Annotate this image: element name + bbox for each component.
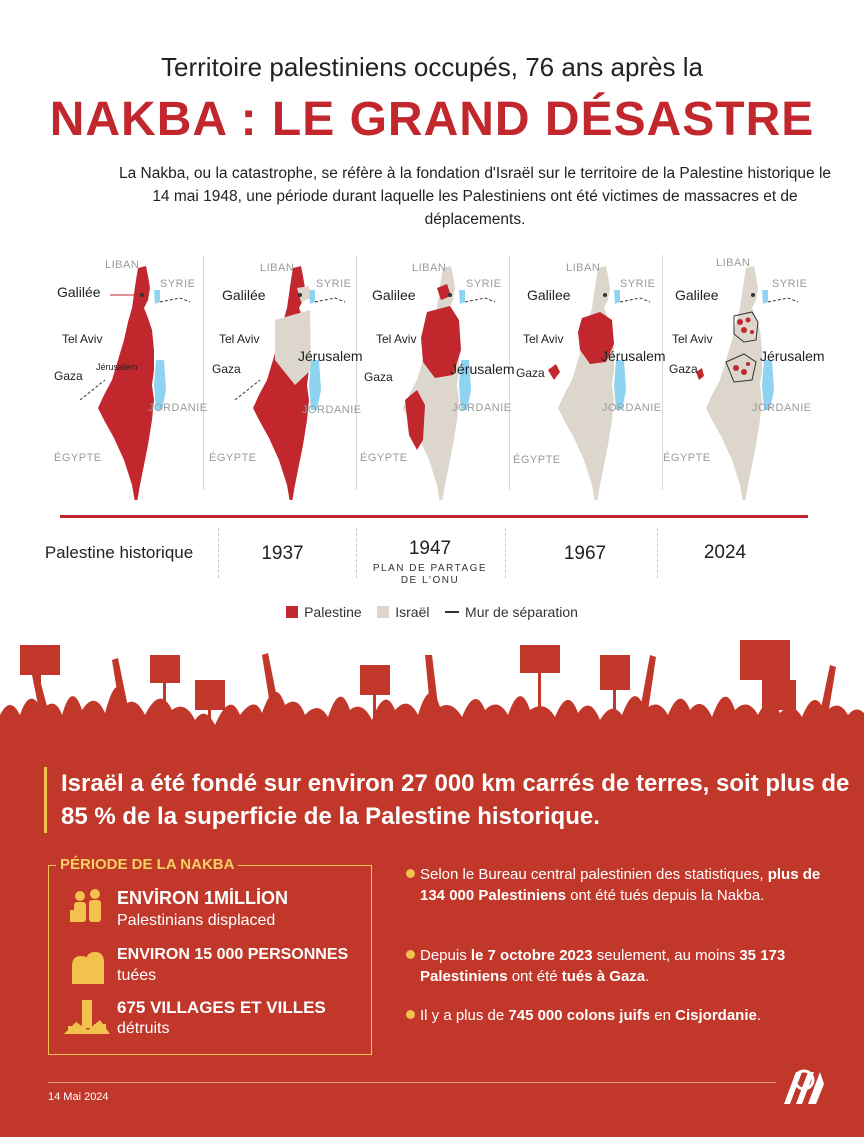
page-title: NAKBA : LE GRAND DÉSASTRE: [49, 93, 815, 146]
bullet-fact: [420, 1005, 840, 1026]
city-gaza: Gaza: [516, 366, 545, 380]
period-1967: 1967: [563, 543, 607, 564]
stat-villages-value: 675 VILLAGES ET VILLES: [117, 998, 326, 1017]
publish-date: 14 Mai 2024: [48, 1091, 109, 1103]
bullet-text: Il y a plus de: [420, 1007, 509, 1024]
legend-wall: Mur de séparation: [465, 604, 578, 620]
bullet-text: Selon le Bureau central palestinien des statistiques,: [420, 866, 768, 883]
label-syrie: SYRIE: [316, 278, 352, 290]
period-1947-sublabel: PLAN DE PARTAGE DE L'ONU: [372, 563, 488, 586]
destroyed-village-icon: [62, 998, 112, 1038]
city-gaza: Gaza: [364, 370, 393, 384]
bullet-emphasis: plus de 134 000 Palestiniens: [420, 866, 821, 904]
map-divider: [203, 255, 204, 490]
intro-text: La Nakba, ou la catastrophe, se réfère à la fondation d'Israël sur le territoire de la Palestine historique le 14 mai 1948, une période durant laquelle les Palestiniens ont été victimes de massacres et de déplacements.: [118, 165, 832, 228]
city-jerusalem: Jérusalem: [601, 348, 666, 364]
label-egypte: ÉGYPTE: [209, 452, 257, 464]
city-jerusalem: Jérusalem: [298, 348, 363, 364]
bullet-fact: [420, 864, 840, 906]
city-telaviv: Tel Aviv: [672, 332, 713, 346]
timeline-divider: [657, 528, 658, 578]
bullet-text: ont été: [507, 968, 562, 985]
legend-palestine: Palestine: [304, 604, 362, 620]
bullet-dot: [406, 950, 415, 959]
bullet-text: ont été tués depuis la Nakba.: [565, 887, 765, 904]
label-jordanie: JORDANIE: [452, 402, 512, 414]
period-1937: 1937: [261, 543, 304, 564]
city-galilee: Galilée: [222, 287, 266, 303]
bullet-dot: [406, 1010, 415, 1019]
legend-swatch-israel: [377, 606, 389, 618]
bullet-text: Depuis: [420, 947, 471, 964]
city-telaviv: Tel Aviv: [376, 332, 417, 346]
displaced-people-icon: [68, 888, 108, 930]
legend: [0, 604, 864, 620]
city-jerusalem: Jérusalem: [760, 348, 825, 364]
label-liban: LIBAN: [412, 262, 447, 274]
bullet-fact: [420, 945, 840, 987]
nakba-period-title: PÉRIODE DE LA NAKBA: [56, 856, 238, 873]
city-jerusalem: Jérusalem: [450, 361, 515, 377]
label-syrie: SYRIE: [772, 278, 808, 290]
bullet-text: en: [650, 1007, 676, 1024]
label-syrie: SYRIE: [466, 278, 502, 290]
timeline-divider: [218, 528, 219, 578]
tombstones-icon: [70, 950, 106, 986]
footer-divider: [48, 1082, 776, 1083]
label-liban: LIBAN: [105, 259, 140, 271]
stat-killed-value: ENVIRON 15 000 PERSONNES: [117, 946, 349, 963]
bullet-dot: [406, 869, 415, 878]
label-egypte: ÉGYPTE: [360, 452, 408, 464]
city-gaza: Gaza: [212, 362, 241, 376]
label-egypte: ÉGYPTE: [663, 452, 711, 464]
period-2024: 2024: [703, 542, 747, 563]
period-1947: 1947: [408, 538, 452, 559]
map-divider: [356, 255, 357, 490]
label-liban: LIBAN: [260, 262, 295, 274]
bullet-emphasis: 745 000 colons juifs: [508, 1007, 651, 1024]
label-syrie: SYRIE: [620, 278, 656, 290]
legend-swatch-wall: [445, 611, 459, 613]
aa-logo-icon: [782, 1066, 826, 1106]
label-jordanie: JORDANIE: [302, 404, 362, 416]
label-egypte: ÉGYPTE: [513, 454, 561, 466]
timeline-bar: [60, 515, 808, 518]
city-telaviv: Tel Aviv: [219, 332, 260, 346]
legend-israel: Israël: [395, 604, 430, 620]
crowd-silhouette-illustration: [0, 625, 864, 765]
label-jordanie: JORDANIE: [148, 402, 208, 414]
city-galilee: Galilee: [527, 287, 571, 303]
bullet-text: seulement, au moins: [592, 947, 740, 964]
city-gaza: Gaza: [54, 369, 83, 383]
bullet-emphasis: le 7 octobre 2023: [470, 947, 593, 964]
city-telaviv: Tel Aviv: [523, 332, 564, 346]
stat-killed-label: tuées: [117, 967, 157, 984]
period-historic: Palestine historique: [44, 543, 194, 562]
label-liban: LIBAN: [566, 262, 601, 274]
headline-fact: Israël a été fondé sur environ 27 000 km carrés de terres, soit plus de 85 % de la superficie de la Palestine historique.: [44, 767, 861, 833]
timeline-divider: [505, 528, 506, 578]
bullet-emphasis: Cisjordanie: [675, 1007, 757, 1024]
stat-villages-label: détruits: [117, 1020, 170, 1037]
city-galilee: Galilée: [57, 284, 101, 300]
timeline-divider: [356, 528, 357, 578]
label-jordanie: JORDANIE: [602, 402, 662, 414]
stat-displaced-value: ENVİRON 1MİLLİON: [117, 888, 289, 908]
city-galilee: Galilee: [675, 287, 719, 303]
stat-displaced-label: Palestinians displaced: [117, 912, 276, 929]
city-gaza: Gaza: [669, 362, 698, 376]
legend-swatch-palestine: [286, 606, 298, 618]
bullet-text: .: [645, 968, 650, 985]
label-syrie: SYRIE: [160, 278, 196, 290]
bullet-emphasis: 35 173 Palestiniens: [420, 947, 786, 985]
subtitle: Territoire palestiniens occupés, 76 ans après la: [161, 52, 703, 82]
bullet-emphasis: tués à Gaza: [561, 968, 646, 985]
city-jerusalem: Jérusalem: [96, 362, 138, 372]
label-liban: LIBAN: [716, 257, 751, 269]
city-galilee: Galilee: [372, 287, 416, 303]
label-jordanie: JORDANIE: [752, 402, 812, 414]
bullet-text: .: [756, 1007, 762, 1024]
city-telaviv: Tel Aviv: [62, 332, 103, 346]
label-egypte: ÉGYPTE: [54, 452, 102, 464]
